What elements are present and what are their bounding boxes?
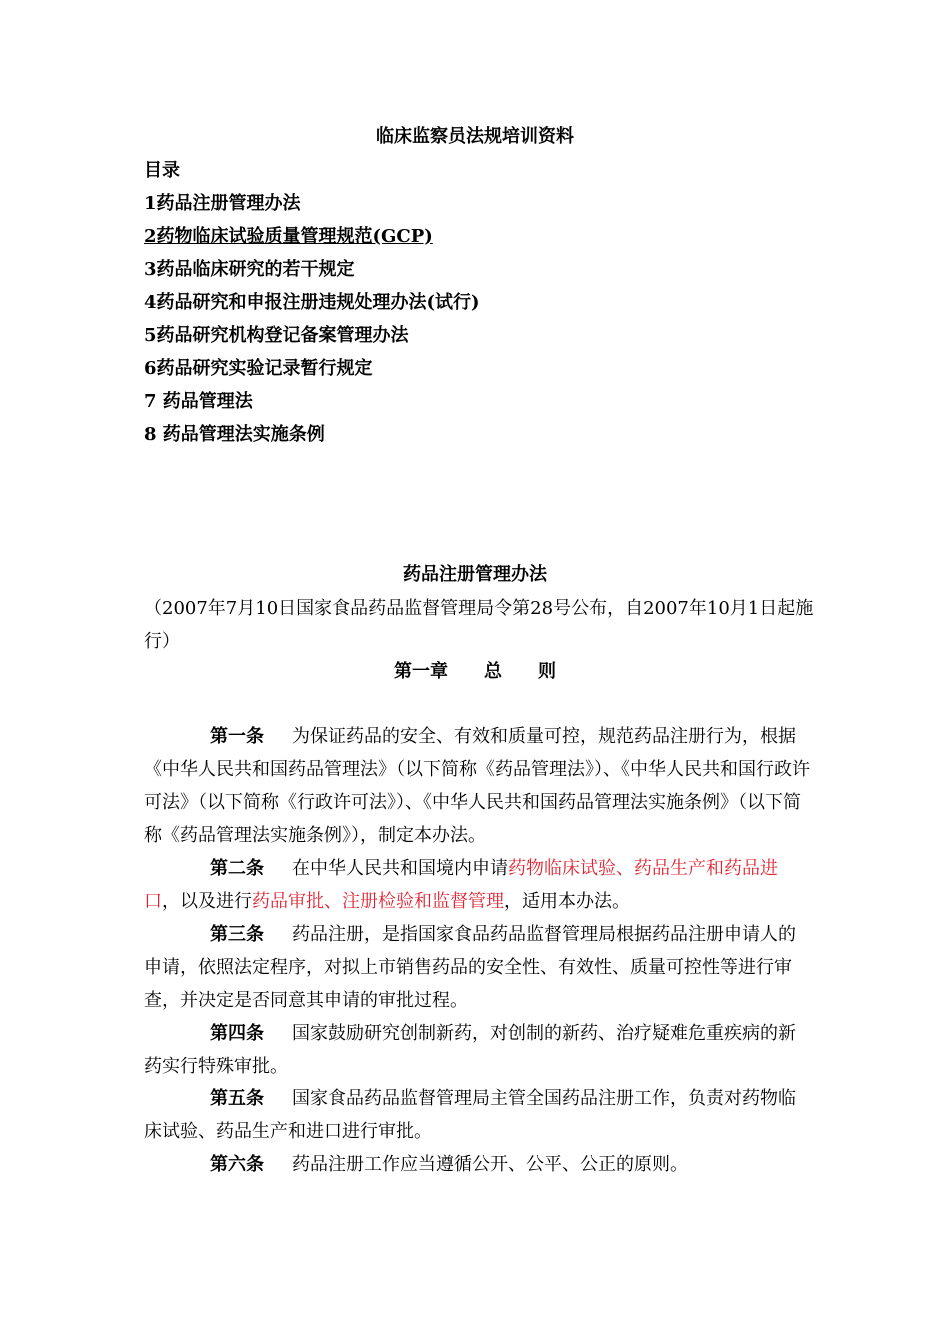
chapter-word-1: 总 — [484, 661, 502, 682]
article-highlight: 药物临床试验、药品生产和药品进口 — [144, 858, 778, 912]
toc-item-3[interactable]: 3药品临床研究的若干规定 — [144, 259, 355, 280]
chapter-heading — [0, 657, 950, 683]
promulgation-note: （2007年7月10日国家食品药品监督管理局令第28号公布，自2007年10月1日起施行） — [144, 598, 814, 652]
article-text: 国家鼓励研究创制新药，对创制的新药、治疗疑难危重疾病的新药实行特殊审批。 — [144, 1023, 796, 1077]
article-highlight: 药品审批、注册检验和监督管理 — [252, 891, 504, 912]
toc-item-2-link[interactable]: 2药物临床试验质量管理规范(GCP) — [144, 226, 433, 247]
article-text: 药品注册，是指国家食品药品监督管理局根据药品注册申请人的申请，依照法定程序，对拟上市销售药品的安全性、有效性、质量可控性等进行审查，并决定是否同意其申请的审批过程。 — [144, 924, 796, 1011]
document-title: 临床监察员法规培训资料 — [376, 126, 574, 147]
chapter-number: 第一章 — [394, 661, 448, 682]
toc-item-8[interactable]: 8 药品管理法实施条例 — [144, 424, 325, 445]
article-text: ，以及进行 — [162, 891, 252, 912]
article-2 — [144, 852, 810, 918]
article-3 — [144, 918, 810, 1017]
article-text: 在中华人民共和国境内申请 — [292, 858, 508, 879]
article-label: 第五条 — [210, 1088, 264, 1109]
article-1 — [144, 720, 810, 852]
section-title: 药品注册管理办法 — [403, 564, 547, 585]
toc-item-6[interactable]: 6药品研究实验记录暂行规定 — [144, 358, 373, 379]
article-5 — [144, 1082, 810, 1148]
article-text: 国家食品药品监督管理局主管全国药品注册工作，负责对药物临床试验、药品生产和进口进行审批。 — [144, 1088, 796, 1142]
article-label: 第三条 — [210, 924, 264, 945]
article-text: 药品注册工作应当遵循公开、公平、公正的原则。 — [292, 1154, 688, 1175]
toc-item-5[interactable]: 5药品研究机构登记备案管理办法 — [144, 325, 409, 346]
article-label: 第二条 — [210, 858, 264, 879]
toc-item-7[interactable]: 7 药品管理法 — [144, 391, 253, 412]
toc-item-1[interactable]: 1药品注册管理办法 — [144, 193, 301, 214]
chapter-word-2: 则 — [538, 661, 556, 682]
article-label: 第一条 — [210, 726, 264, 747]
article-text: ，适用本办法。 — [504, 891, 630, 912]
article-4 — [144, 1017, 810, 1083]
toc-item-4[interactable]: 4药品研究和申报注册违规处理办法(试行) — [144, 292, 480, 313]
article-label: 第四条 — [210, 1023, 264, 1044]
toc-heading: 目录 — [144, 160, 180, 181]
article-6 — [144, 1148, 810, 1181]
article-text: 为保证药品的安全、有效和质量可控，规范药品注册行为，根据《中华人民共和国药品管理法》（以下简称《药品管理法》）、《中华人民共和国行政许可法》（以下简称《行政许可法》）、《中华人民共和国药品管理法实施条例》（以下简称《药品管理法实施条例》），制定本办法。 — [144, 726, 810, 846]
article-label: 第六条 — [210, 1154, 264, 1175]
